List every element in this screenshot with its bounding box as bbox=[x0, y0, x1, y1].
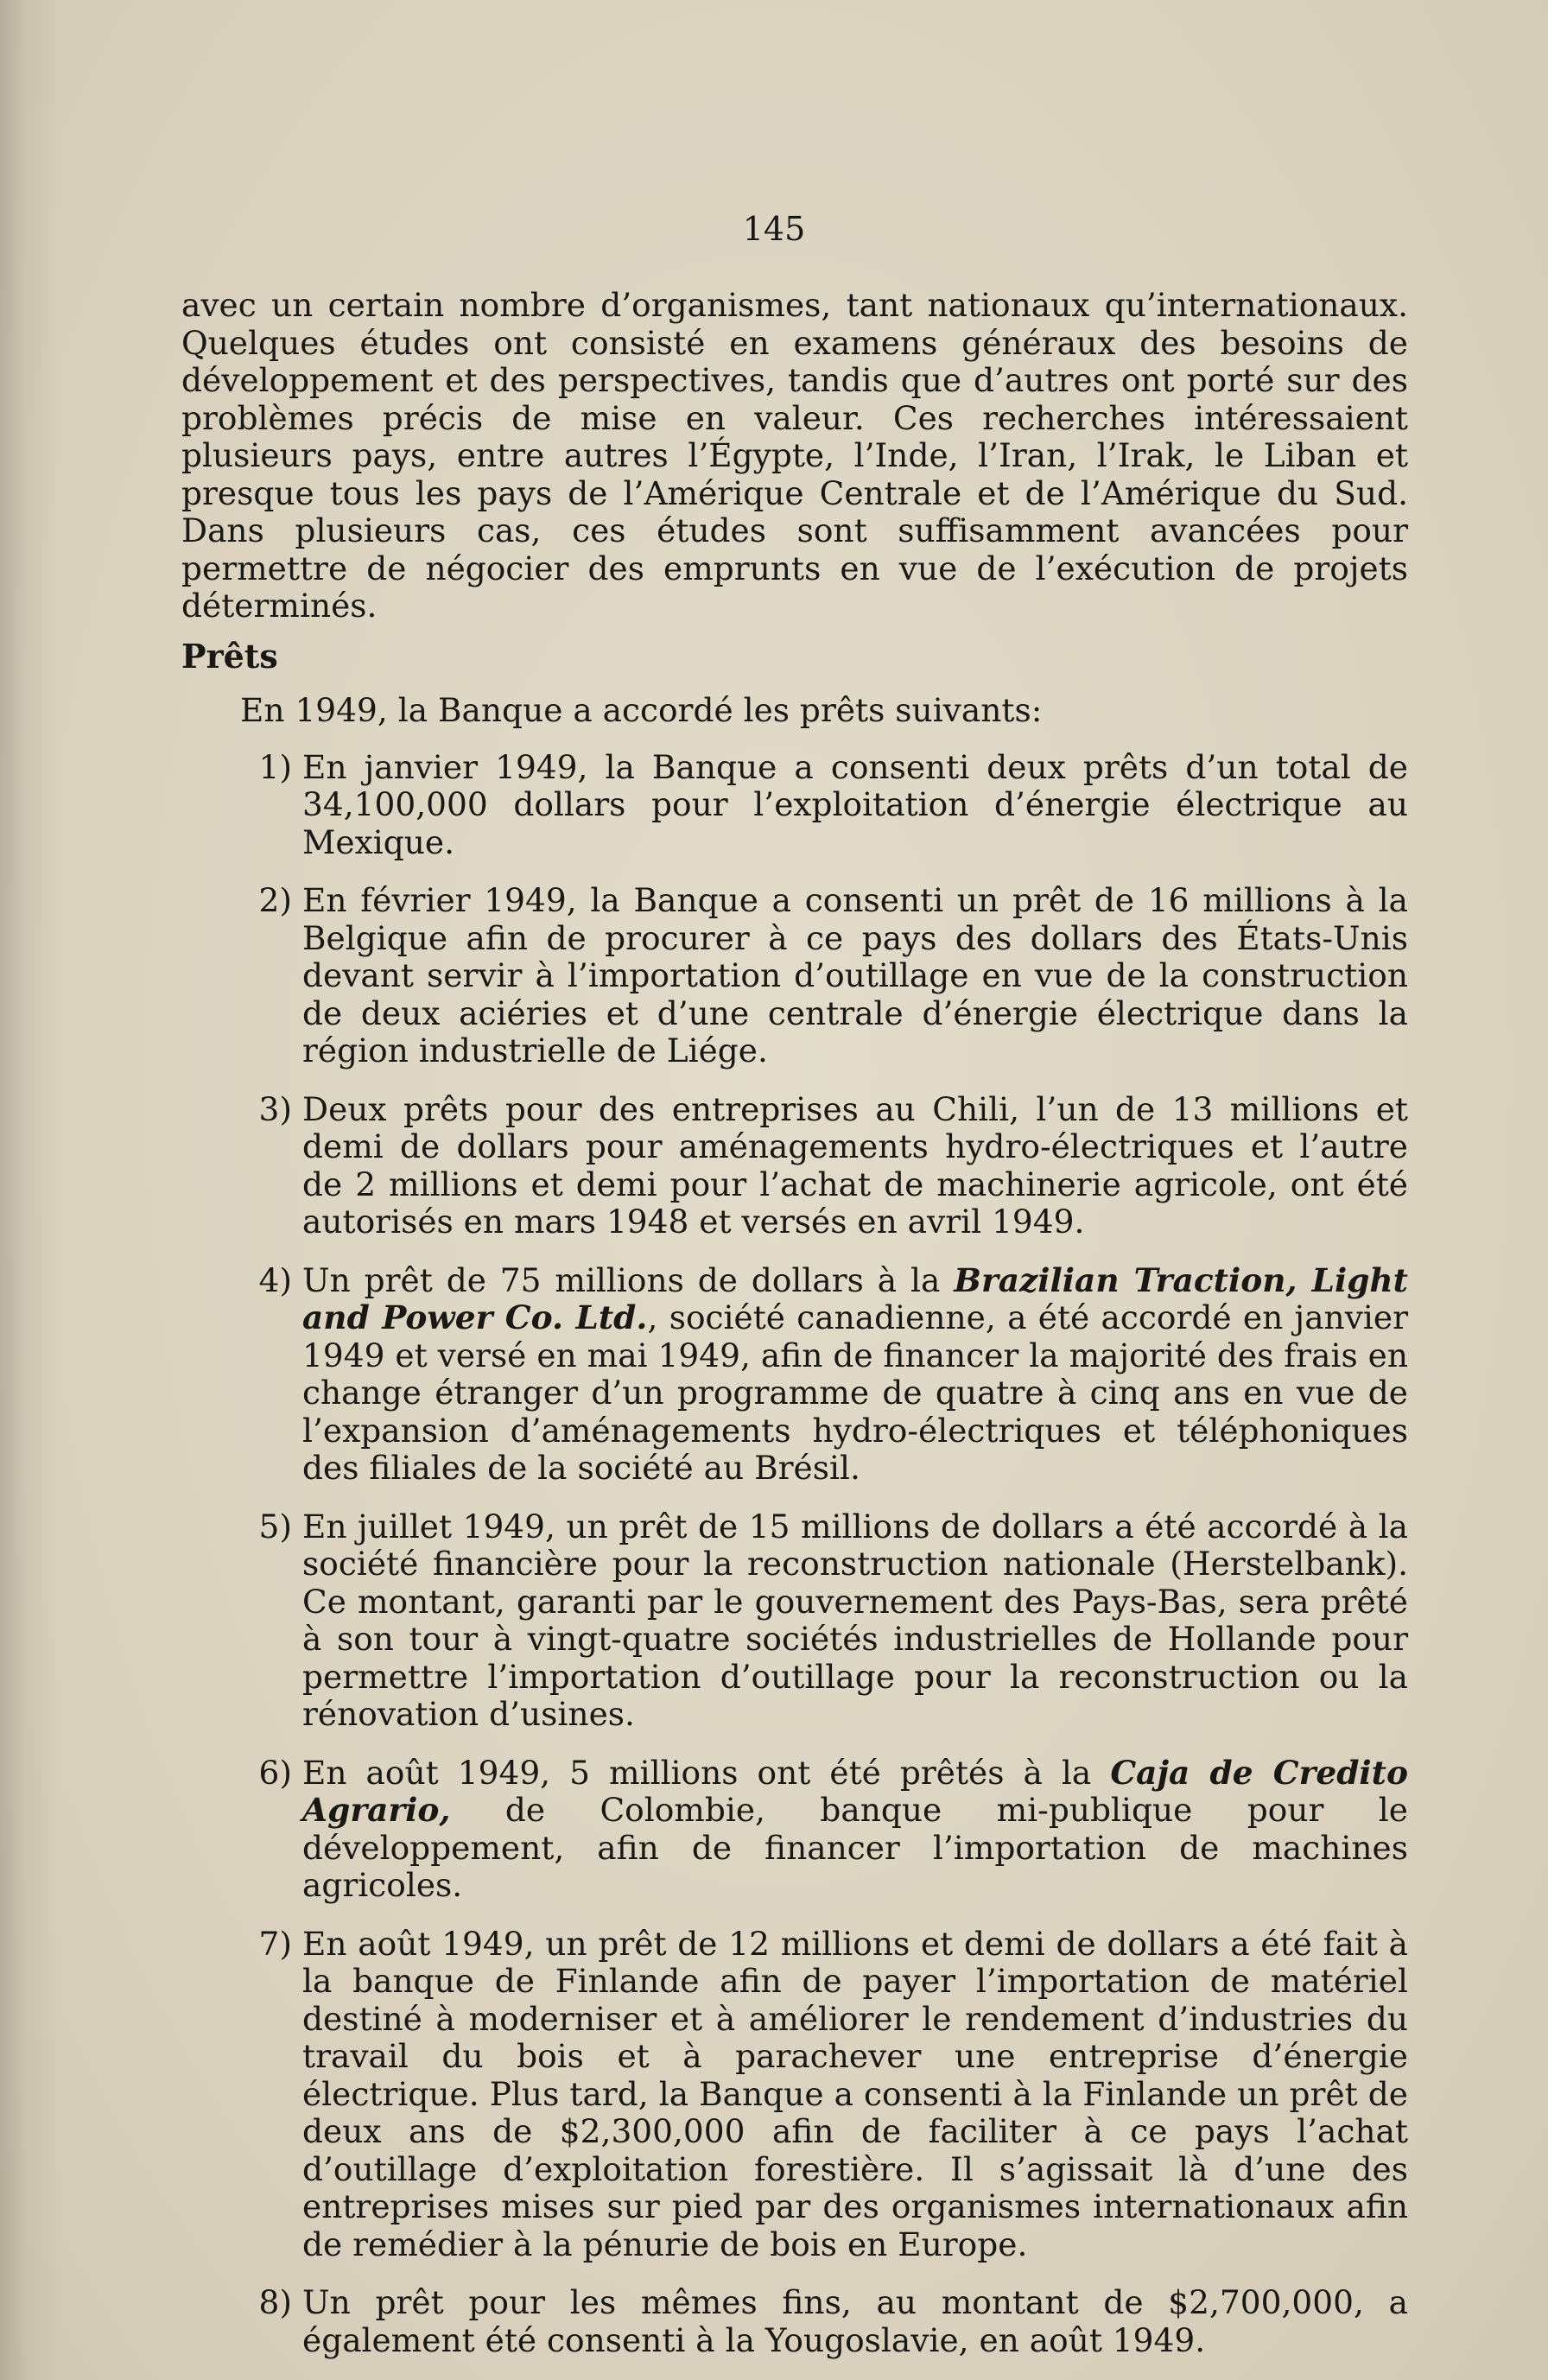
list-item bbox=[181, 1091, 1408, 1241]
section-intro: En 1949, la Banque a accordé les prêts suivants: bbox=[240, 691, 1043, 729]
list-item bbox=[181, 1755, 1408, 1905]
list-item bbox=[181, 2284, 1408, 2359]
list-item bbox=[181, 749, 1408, 862]
item-number: 8) bbox=[258, 2283, 292, 2321]
item-number: 6) bbox=[258, 1753, 292, 1792]
list-item bbox=[181, 882, 1408, 1070]
item-text: En août 1949, un prêt de 12 millions et demi de dollars a été fait à la banque de Finlande afin de payer l’importation de matériel destiné à moderniser et à améliorer le rendement d’industries du travail du bois et à parachever une entreprise d’énergie électrique. Plus tard, la Banque a consenti à la Finlande un prêt de deux ans de $2,300,000 afin de faciliter à ce pays l’achat d’outillage d’exploitation forestière. Il s’agissait là d’une des entreprises mises sur pied par des organismes internationaux afin de remédier à la pénurie de bois en Europe. bbox=[302, 1924, 1408, 2263]
item-text: Un prêt de 75 millions de dollars à la Brazilian Traction, Light and Power Co. Ltd., société canadienne, a été accordé en janvier 1949 et versé en mai 1949, afin de financer la majorité des frais en change étranger d’un programme de quatre à cinq ans en vue de l’expansion d’aménagements hydro-électriques et téléphoniques des filiales de la société au Brésil. bbox=[302, 1260, 1408, 1487]
item-text: En février 1949, la Banque a consenti un prêt de 16 millions à la Belgique afin de procurer à ce pays des dollars des États-Unis devant servir à l’importation d’outillage en vue de la construction de deux aciéries et d’une centrale d’énergie électrique dans la région industrielle de Liége. bbox=[302, 881, 1408, 1069]
intro-paragraph: avec un certain nombre d’organismes, tant nationaux qu’internationaux. Quelques études ont consisté en examens généraux des besoins de développement et des perspectives, tandis que d’autres ont porté sur des problèmes précis de mise en valeur. Ces recherches intéressaient plusieurs pays, entre autres l’Égypte, l’Inde, l’Iran, l’Irak, le Liban et presque tous les pays de l’Amérique Centrale et de l’Amérique du Sud. Dans plusieurs cas, ces études sont suffisamment avancées pour permettre de négocier des emprunts en vue de l’exécution de projets déterminés. bbox=[181, 286, 1408, 625]
item-number: 4) bbox=[258, 1260, 292, 1299]
page-number: 145 bbox=[742, 210, 806, 248]
loan-list bbox=[181, 749, 1408, 2360]
item-number: 1) bbox=[258, 747, 292, 786]
section-heading: Prêts bbox=[181, 636, 278, 676]
item-number: 2) bbox=[258, 881, 292, 919]
item-text: Deux prêts pour des entreprises au Chili, l’un de 13 millions et demi de dollars pour aménagements hydro-électriques et l’autre de 2 millions et demi pour l’achat de machinerie agricole, ont été autorisés en mars 1948 et versés en avril 1949. bbox=[302, 1089, 1408, 1241]
list-item bbox=[181, 1262, 1408, 1488]
list-item bbox=[181, 1926, 1408, 2264]
item-text: En juillet 1949, un prêt de 15 millions de dollars a été accordé à la société financière pour la reconstruction nationale (Herstelbank). Ce montant, garanti par le gouvernement des Pays-Bas, sera prêté à son tour à vingt-quatre sociétés industrielles de Hollande pour permettre l’importation d’outillage pour la reconstruction ou la rénovation d’usines. bbox=[302, 1507, 1408, 1733]
item-text: En août 1949, 5 millions ont été prêtés à la Caja de Credito Agrario, de Colombie, banque mi-publique pour le développement, afin de financer l’importation de machines agricoles. bbox=[302, 1753, 1408, 1904]
page-content bbox=[181, 287, 1408, 2380]
item-text: En janvier 1949, la Banque a consenti deux prêts d’un total de 34,100,000 dollars pour l’exploitation d’énergie électrique au Mexique. bbox=[302, 747, 1408, 861]
item-number: 3) bbox=[258, 1089, 292, 1128]
item-number: 5) bbox=[258, 1507, 292, 1545]
item-text: Un prêt pour les mêmes fins, au montant de $2,700,000, a également été consenti à la Yougoslavie, en août 1949. bbox=[302, 2283, 1408, 2359]
item-number: 7) bbox=[258, 1924, 292, 1963]
list-item bbox=[181, 1508, 1408, 1734]
